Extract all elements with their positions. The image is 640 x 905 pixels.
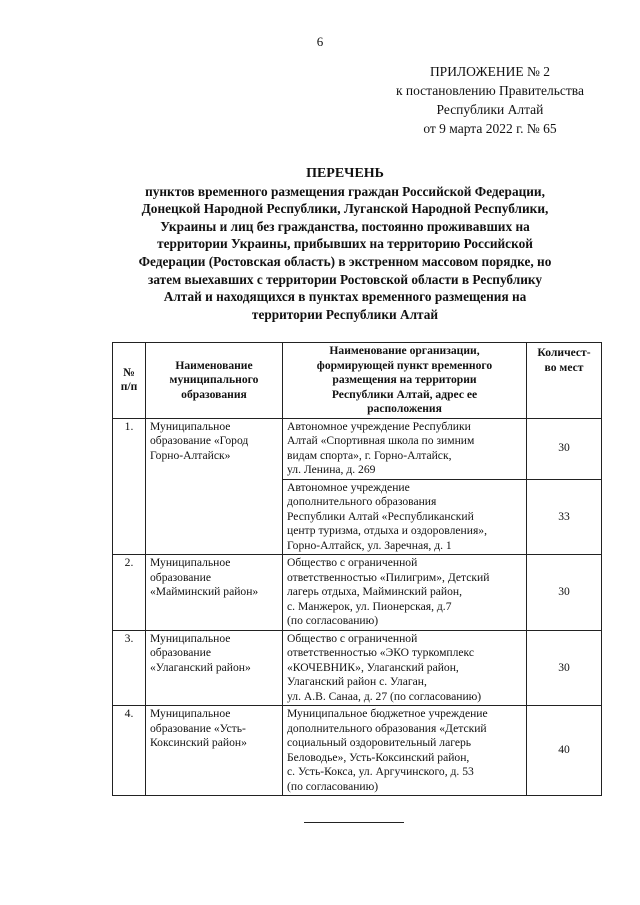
appendix-block [396, 62, 584, 138]
title-line: затем выехавших с территории Ростовской области в Республику [148, 271, 542, 287]
row-organization: Муниципальное бюджетное учреждение дополнительного образования «Детский социальный оздоровительный лагерь Беловодье», Усть-Коксинский район, с. Усть-Кокса, ул. Аргучинского, д. 53 (по согласованию) [283, 706, 527, 796]
footer-divider [304, 822, 404, 823]
appendix-reference: к постановлению Правительства [395, 83, 584, 98]
row-number: 2. [113, 555, 146, 631]
row-quantity: 30 [527, 630, 602, 706]
row-quantity: 33 [527, 479, 602, 555]
row-quantity: 30 [527, 418, 602, 479]
document-title [100, 165, 590, 323]
appendix-government: Республики Алтай [436, 102, 544, 117]
table-row [113, 555, 602, 631]
row-number: 1. [113, 418, 146, 555]
page-number: 6 [316, 34, 324, 49]
title-heading: ПЕРЕЧЕНЬ [306, 166, 384, 181]
table-header-row [113, 343, 602, 419]
row-municipality: Муниципальное образование «Усть- Коксинский район» [146, 706, 283, 796]
title-line: территории Украины, прибывших на территорию Российской [157, 236, 533, 252]
row-number: 4. [113, 706, 146, 796]
header-number: № п/п [113, 343, 146, 419]
row-organization: Общество с ограниченной ответственностью «Пилигрим», Детский лагерь отдыха, Майминский район, с. Манжерок, ул. Пионерская, д.7 (по согласованию) [283, 555, 527, 631]
row-municipality: Муниципальное образование «Майминский район» [146, 555, 283, 631]
title-line: территории Республики Алтай [251, 306, 439, 322]
row-organization: Автономное учреждение Республики Алтай «Спортивная школа по зимним видам спорта», г. Горно-Алтайск, ул. Ленина, д. 269 [283, 418, 527, 479]
row-number: 3. [113, 630, 146, 706]
table-row [113, 418, 602, 479]
row-organization: Автономное учреждение дополнительного образования Республики Алтай «Республиканский центр туризма, отдыха и оздоровления», Горно-Алтайск, ул. Заречная, д. 1 [283, 479, 527, 555]
table-row [113, 630, 602, 706]
row-municipality: Муниципальное образование «Город Горно-Алтайск» [146, 418, 283, 555]
shelter-table [112, 342, 602, 796]
row-quantity: 40 [527, 706, 602, 796]
header-municipality: Наименование муниципального образования [146, 343, 283, 419]
title-line: Донецкой Народной Республики, Луганской Народной Республики, [141, 201, 549, 217]
header-organization: Наименование организации, формирующей пункт временного размещения на территории Республики Алтай, адрес ее расположения [283, 343, 527, 419]
row-organization: Общество с ограниченной ответственностью «ЭКО туркомплекс «КОЧЕВНИК», Улаганский район, Улаганский район с. Улаган, ул. А.В. Санаа, д. 27 (по согласованию) [283, 630, 527, 706]
header-quantity: Количест- во мест [527, 343, 602, 419]
title-line: пунктов временного размещения граждан Российской Федерации, [145, 183, 545, 199]
title-line: Украины и лиц без гражданства, постоянно проживавших на [160, 218, 530, 234]
appendix-title: ПРИЛОЖЕНИЕ № 2 [429, 64, 550, 79]
row-municipality: Муниципальное образование «Улаганский район» [146, 630, 283, 706]
row-quantity: 30 [527, 555, 602, 631]
title-line: Федерации (Ростовская область) в экстренном массовом порядке, но [138, 253, 552, 269]
title-line: Алтай и находящихся в пунктах временного размещения на [163, 289, 527, 305]
table-row [113, 706, 602, 796]
appendix-date: от 9 марта 2022 г. № 65 [423, 121, 557, 136]
